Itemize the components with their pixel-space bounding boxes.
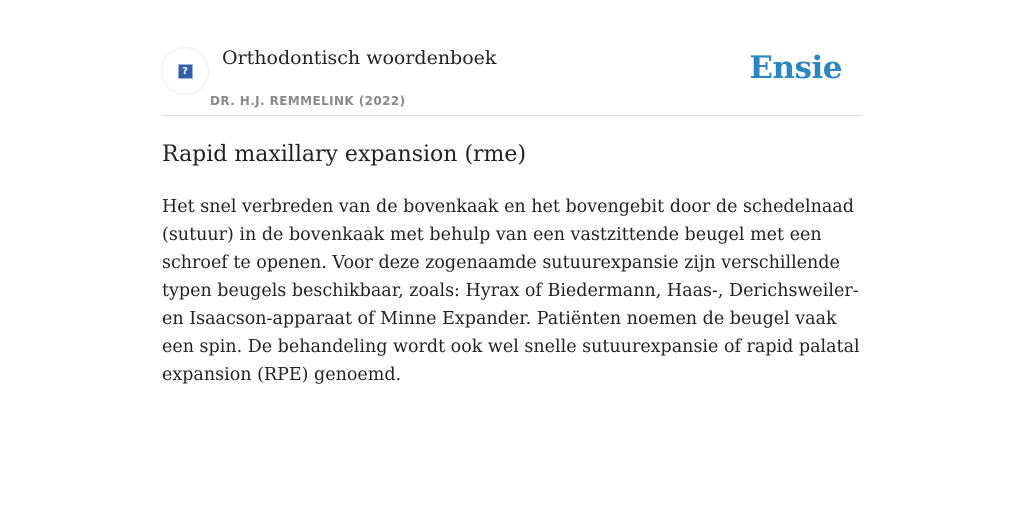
broken-image-icon: ? [178, 64, 193, 79]
entry-definition: Het snel verbreden van de bovenkaak en het bovengebit door de schedelnaad (sutuur) in de bovenkaak met behulp van een vastzittende beugel met een schroef te openen. Voor deze zogenaamde sutuurexpansie zijn verschillende typen beugels beschikbaar, zoals: Hyrax of Biedermann, Haas-, Derichsweiler- en Isaacson-apparaat of Minne Expander. Patiënten noemen de beugel vaak een spin. De behandeling wordt ook wel snelle sutuurexpansie of rapid palatal expansion (RPE) genoemd. [162, 197, 860, 385]
book-author: DR. H.J. REMMELINK (2022) [210, 94, 406, 108]
entry-title: Rapid maxillary expansion (rme) [162, 142, 527, 167]
page [162, 0, 862, 389]
book-header [162, 46, 862, 116]
book-thumbnail[interactable] [162, 48, 208, 94]
book-title-link[interactable]: Orthodontisch woordenboek [222, 47, 497, 69]
ensie-logo[interactable]: Ensie [749, 50, 842, 86]
